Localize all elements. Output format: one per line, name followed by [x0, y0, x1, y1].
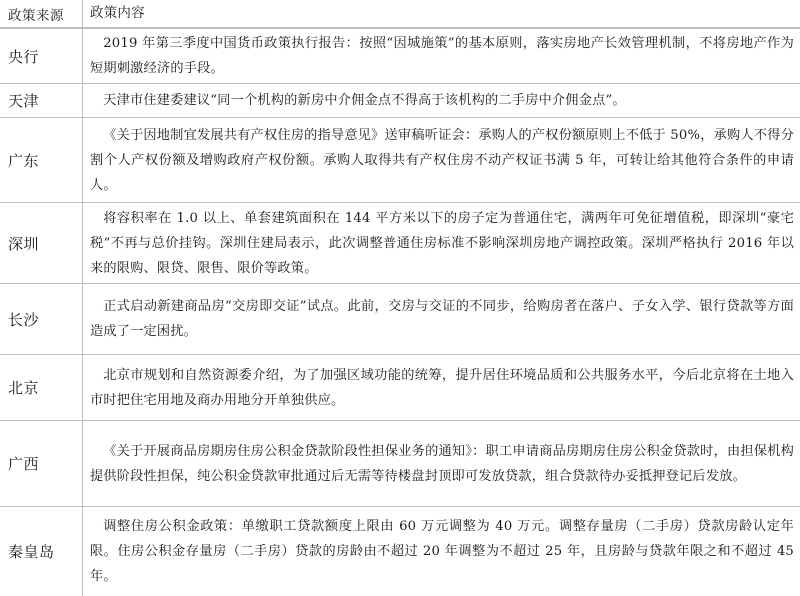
table-row: [0, 203, 800, 284]
row-content: 调整住房公积金政策：单缴职工贷款额度上限由 60 万元调整为 40 万元。调整存量房（二手房）贷款房龄认定年限。住房公积金存量房（二手房）贷款的房龄由不超过 20 年调整为不超过 25 年，且房龄与贷款年限之和不超过 45 年。: [90, 519, 794, 584]
header-source: 政策来源: [8, 7, 64, 24]
row-source: 广西: [8, 455, 40, 473]
table-row: [0, 355, 800, 421]
column-divider: [82, 421, 83, 506]
column-divider: [82, 355, 83, 420]
row-source: 北京: [8, 379, 40, 397]
row-content-cell: [90, 421, 794, 506]
table-row: [0, 507, 800, 596]
row-content-cell: [90, 29, 794, 83]
column-divider: [82, 284, 83, 354]
row-content-cell: [90, 507, 794, 596]
row-source: 央行: [8, 47, 40, 66]
row-content-cell: [90, 203, 794, 283]
row-content-cell: [90, 284, 794, 354]
table-header: [0, 0, 800, 28]
row-source: 深圳: [8, 234, 40, 253]
column-divider: [82, 84, 83, 117]
column-divider: [82, 0, 83, 27]
row-content: 《关于开展商品房期房住房公积金贷款阶段性担保业务的通知》：职工申请商品房期房住房公积金贷款时，由担保机构提供阶段性担保，纯公积金贷款审批通过后无需等待楼盘封顶即可发放贷款，组合贷款待办妥抵押登记后发放。: [90, 443, 794, 484]
column-divider: [82, 507, 83, 596]
row-content: 将容积率在 1.0 以上、单套建筑面积在 144 平方米以下的房子定为普通住宅，满两年可免征增值税，即深圳“豪宅税”不再与总价挂钩。深圳住建局表示，此次调整普通住房标准不影响深圳房地产调控政策。深圳严格执行 2016 年以来的限购、限贷、限售、限价等政策。: [90, 210, 794, 276]
row-source: 天津: [8, 92, 40, 110]
column-divider: [82, 118, 83, 202]
row-content: 正式启动新建商品房“交房即交证”试点。此前，交房与交证的不同步，给购房者在落户、子女入学、银行贷款等方面造成了一定困扰。: [90, 299, 794, 339]
row-content-cell: [90, 118, 794, 202]
row-source: 秦皇岛: [8, 543, 55, 561]
table-row: [0, 84, 800, 118]
column-divider: [82, 29, 83, 83]
header-content-cell: [90, 0, 794, 27]
table-row: [0, 421, 800, 507]
table-row: [0, 284, 800, 355]
row-content: 《关于因地制宜发展共有产权住房的指导意见》送审稿听证会：承购人的产权份额原则上不低于 50%，承购人不得分割个人产权份额及增购政府产权份额。承购人取得共有产权住房不动产权证书满 5 年，可转让给其他符合条件的申请人。: [90, 127, 794, 193]
table-row: [0, 118, 800, 203]
row-content: 天津市住建委建议“同一个机构的新房中介佣金点不得高于该机构的二手房中介佣金点”。: [103, 93, 626, 108]
column-divider: [82, 203, 83, 283]
row-source: 广东: [8, 151, 40, 170]
row-source: 长沙: [8, 310, 40, 329]
header-content: 政策内容: [90, 5, 145, 21]
row-content: 北京市规划和自然资源委介绍，为了加强区域功能的统筹，提升居住环境品质和公共服务水平，今后北京将在土地入市时把住宅用地及商办用地分开单独供应。: [90, 367, 794, 408]
table-row: [0, 28, 800, 84]
row-content: 2019 年第三季度中国货币政策执行报告：按照“因城施策”的基本原则，落实房地产长效管理机制，不将房地产作为短期刺激经济的手段。: [90, 36, 794, 76]
row-content-cell: [90, 355, 794, 420]
row-content-cell: [90, 84, 794, 117]
